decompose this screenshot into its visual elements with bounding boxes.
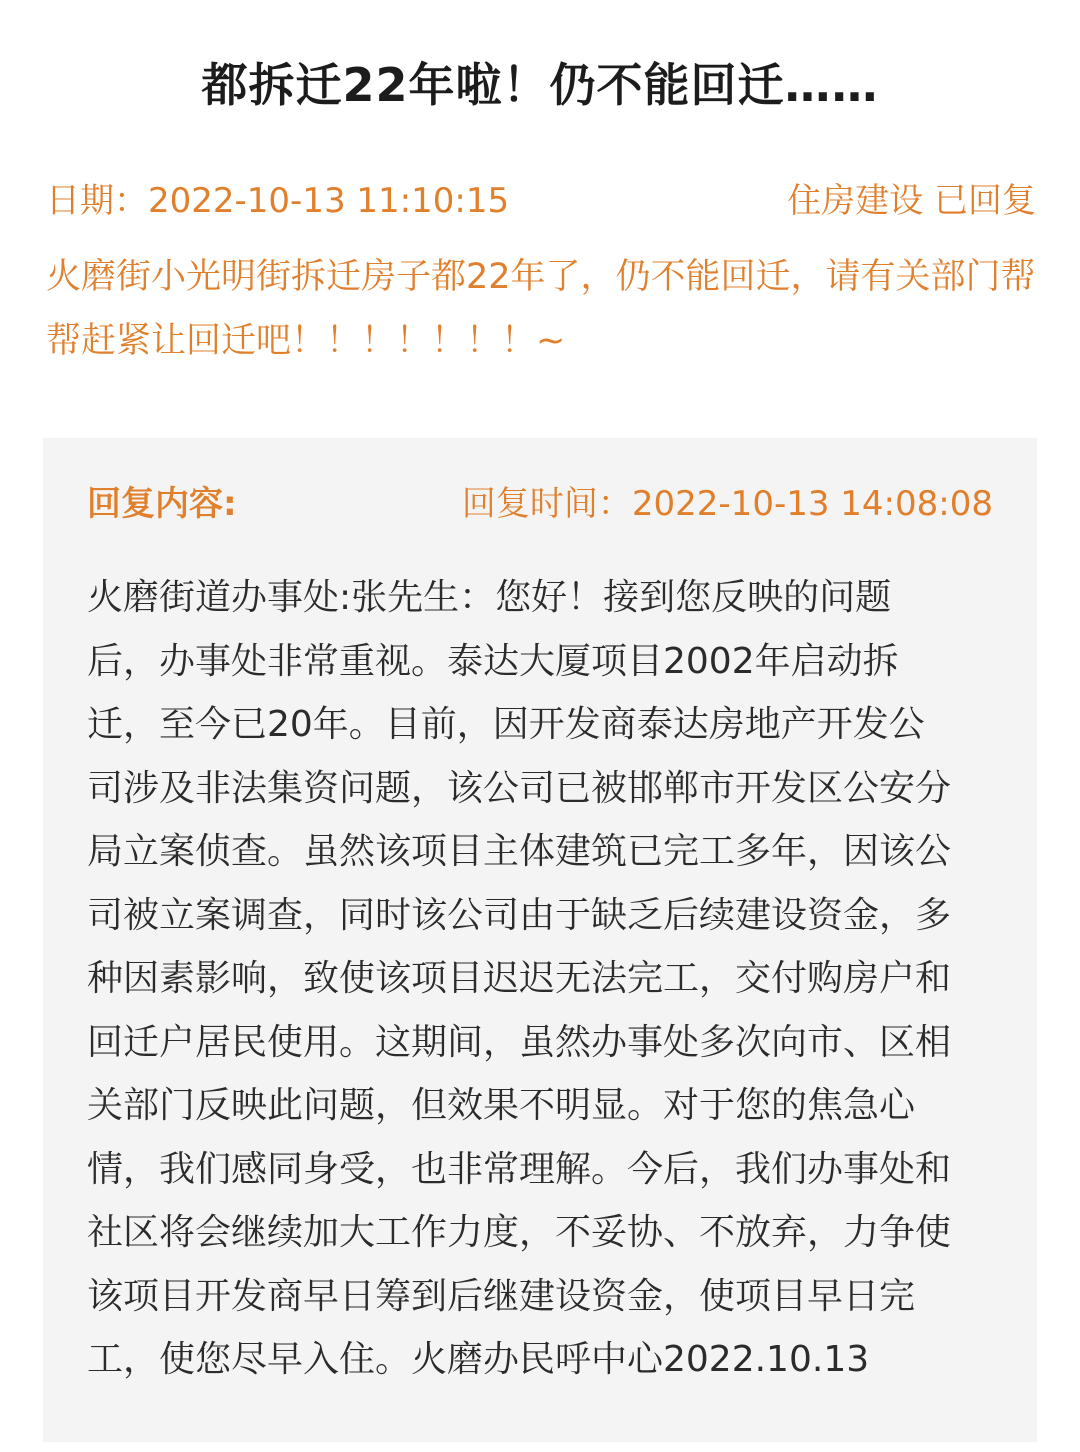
question-text: 火磨街小光明街拆迁房子都22年了，仍不能回迁，请有关部门帮帮赶紧让回迁吧！！！！！！！~ bbox=[46, 257, 1036, 361]
reply-line: 司涉及非法集资问题，该公司已被邯郸市开发区公安分 bbox=[87, 767, 952, 809]
reply-line: 关部门反映此问题，但效果不明显。对于您的焦急心 bbox=[87, 1085, 916, 1126]
post-meta bbox=[46, 175, 1036, 227]
reply-line: 迁，至今已20年。目前，因开发商泰达房地产开发公 bbox=[87, 704, 925, 745]
reply-header bbox=[87, 478, 993, 530]
reply-body bbox=[87, 566, 997, 1392]
reply-line: 种因素影响，致使该项目迟迟无法完工，交付购房户和 bbox=[87, 958, 952, 999]
reply-label: 回复内容: bbox=[87, 484, 237, 524]
reply-line: 局立案侦查。虽然该项目主体建筑已完工多年，因该公 bbox=[87, 831, 952, 872]
reply-time-value: 2022-10-13 14:08:08 bbox=[631, 484, 993, 524]
reply-line: 工，使您尽早入住。火磨办民呼中心2022.10.13 bbox=[87, 1339, 870, 1380]
reply-line: 情，我们感同身受，也非常理解。今后，我们办事处和 bbox=[87, 1148, 952, 1190]
reply-line: 该项目开发商早日筹到后继建设资金，使项目早日完 bbox=[87, 1275, 916, 1317]
reply-line: 社区将会继续加大工作力度，不妥协、不放弃，力争使 bbox=[87, 1212, 952, 1253]
date-label: 日期： bbox=[46, 181, 148, 221]
reply-line: 回迁户居民使用。这期间，虽然办事处多次向市、区相 bbox=[87, 1021, 952, 1063]
reply-time-label: 回复时间： bbox=[461, 484, 632, 524]
reply-line: 司被立案调查，同时该公司由于缺乏后续建设资金，多 bbox=[87, 894, 952, 936]
reply-line: 火磨街道办事处:张先生：您好！接到您反映的问题 bbox=[87, 577, 892, 618]
reply-panel bbox=[43, 438, 1037, 1442]
reply-time bbox=[462, 478, 993, 530]
status-badge: 住房建设 已回复 bbox=[787, 181, 1036, 221]
date-value: 2022-10-13 11:10:15 bbox=[148, 181, 510, 221]
reply-line: 后，办事处非常重视。泰达大厦项目2002年启动拆 bbox=[87, 640, 899, 682]
post-title: 都拆迁22年啦！仍不能回迁…… bbox=[201, 58, 879, 112]
